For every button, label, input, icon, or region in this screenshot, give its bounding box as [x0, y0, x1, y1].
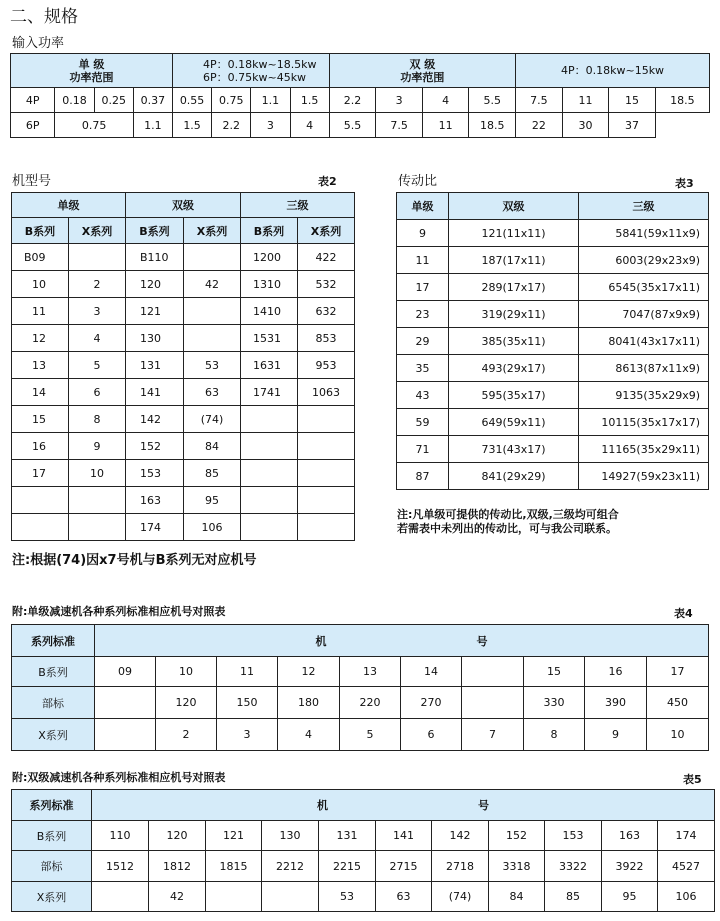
- power-cell: 4P: [11, 88, 55, 113]
- table-cell: 09: [95, 657, 156, 687]
- table4-machine-number-header: 机 号: [95, 625, 709, 657]
- ratio-col-header: 单级: [397, 193, 449, 220]
- models-group-triple: 三级: [241, 193, 355, 218]
- table-cell: 841(29x29): [449, 463, 579, 490]
- power-cell: 0.75: [55, 113, 133, 138]
- power-cell: 18.5: [469, 113, 516, 138]
- table-cell: 13: [12, 352, 69, 379]
- table-row: [12, 298, 355, 325]
- table-cell: 1512: [92, 851, 149, 882]
- table-cell: 10: [647, 719, 709, 751]
- models-note: 注:根据(74)因x7号机与B系列无对应机号: [12, 553, 257, 568]
- table-cell: 2: [69, 271, 126, 298]
- table-cell: 2715: [376, 851, 432, 882]
- table-cell: [298, 433, 355, 460]
- table4-row-label: X系列: [12, 719, 95, 751]
- table-cell: 59: [397, 409, 449, 436]
- table-cell: 4527: [658, 851, 715, 882]
- table-cell: 110: [92, 821, 149, 851]
- table-row: [12, 514, 355, 541]
- table-row: [12, 460, 355, 487]
- double-power-range-value: 4P：0.18kw~15kw: [516, 54, 710, 88]
- table-cell: 853: [298, 325, 355, 352]
- table-cell: 180: [278, 687, 340, 719]
- table-cell: 42: [184, 271, 241, 298]
- table-cell: 15: [524, 657, 585, 687]
- page-title: 二、规格: [10, 7, 78, 27]
- table-cell: [241, 514, 298, 541]
- table-cell: 3: [217, 719, 278, 751]
- power-cell: 11: [422, 113, 469, 138]
- table-cell: 8: [69, 406, 126, 433]
- models-col-header: B系列: [126, 218, 184, 244]
- table-row: [12, 882, 715, 912]
- table4-std-label: 系列标准: [12, 625, 95, 657]
- table-cell: 1812: [149, 851, 206, 882]
- power-cell: 1.5: [290, 88, 329, 113]
- table-cell: [184, 298, 241, 325]
- table-cell: 3: [69, 298, 126, 325]
- table-cell: [69, 244, 126, 271]
- ratio-table-number: 表3: [675, 177, 694, 190]
- table-cell: 13: [340, 657, 401, 687]
- table-cell: 450: [647, 687, 709, 719]
- table-cell: 141: [126, 379, 184, 406]
- table-cell: 152: [126, 433, 184, 460]
- table-cell: 595(35x17): [449, 382, 579, 409]
- table-cell: 14: [401, 657, 462, 687]
- table-cell: 121(11x11): [449, 220, 579, 247]
- ratio-col-header: 双级: [449, 193, 579, 220]
- table-cell: 14927(59x23x11): [579, 463, 709, 490]
- table-cell: [298, 487, 355, 514]
- table-cell: 7047(87x9x9): [579, 301, 709, 328]
- table-cell: 1310: [241, 271, 298, 298]
- ratio-note-2: 若需表中未列出的传动比，可与我公司联系。: [397, 522, 617, 535]
- table-cell: 5: [69, 352, 126, 379]
- table-cell: 2718: [432, 851, 489, 882]
- table-cell: 1741: [241, 379, 298, 406]
- table-cell: [462, 687, 524, 719]
- power-cell: 0.75: [212, 88, 251, 113]
- table5-row-label: 部标: [12, 851, 92, 882]
- table-cell: 29: [397, 328, 449, 355]
- table-cell: 106: [658, 882, 715, 912]
- table-cell: 9: [397, 220, 449, 247]
- table4: [11, 624, 709, 751]
- table-row: [397, 301, 709, 328]
- table-cell: 130: [126, 325, 184, 352]
- power-cell: 0.37: [133, 88, 172, 113]
- double-power-range-label: 双 级 功率范围: [329, 54, 515, 88]
- table-cell: [69, 487, 126, 514]
- table-cell: 632: [298, 298, 355, 325]
- table-cell: [462, 657, 524, 687]
- table4-row-label: B系列: [12, 657, 95, 687]
- power-cell: 18.5: [655, 88, 709, 113]
- table-row: [12, 657, 709, 687]
- table-cell: [262, 882, 319, 912]
- table-row: [12, 271, 355, 298]
- models-heading: 机型号: [12, 174, 52, 189]
- table-cell: 53: [319, 882, 376, 912]
- table-cell: 11: [12, 298, 69, 325]
- table-cell: 5841(59x11x9): [579, 220, 709, 247]
- table-row: [397, 220, 709, 247]
- table-cell: (74): [184, 406, 241, 433]
- table-row: [397, 436, 709, 463]
- table-cell: 270: [401, 687, 462, 719]
- power-cell: 1.5: [172, 113, 211, 138]
- table-cell: 87: [397, 463, 449, 490]
- table-cell: 95: [184, 487, 241, 514]
- models-col-header: B系列: [241, 218, 298, 244]
- table-row: [12, 433, 355, 460]
- table5-machine-number-header: 机 号: [92, 790, 715, 821]
- models-group-single: 单级: [12, 193, 126, 218]
- table-cell: 153: [126, 460, 184, 487]
- models-group-double: 双级: [126, 193, 241, 218]
- table4-caption: 附:单级减速机各种系列标准相应机号对照表: [12, 605, 226, 618]
- table-cell: 11: [397, 247, 449, 274]
- table-cell: 385(35x11): [449, 328, 579, 355]
- table-row: [12, 379, 355, 406]
- table-cell: 532: [298, 271, 355, 298]
- table-cell: 8: [524, 719, 585, 751]
- table-cell: 12: [278, 657, 340, 687]
- table-cell: 9135(35x29x9): [579, 382, 709, 409]
- table-cell: 5: [340, 719, 401, 751]
- power-cell: 3: [251, 113, 290, 138]
- models-col-header: B系列: [12, 218, 69, 244]
- table-cell: 85: [184, 460, 241, 487]
- power-cell: 5.5: [329, 113, 376, 138]
- table-cell: [241, 487, 298, 514]
- table-cell: 953: [298, 352, 355, 379]
- power-cell: 3: [376, 88, 423, 113]
- table-row: [397, 409, 709, 436]
- table-cell: [298, 406, 355, 433]
- power-cell: 6P: [11, 113, 55, 138]
- table-cell: 131: [126, 352, 184, 379]
- table-row: [12, 244, 355, 271]
- table-cell: 1063: [298, 379, 355, 406]
- table-cell: 493(29x17): [449, 355, 579, 382]
- table-cell: 11: [217, 657, 278, 687]
- table-row: [12, 406, 355, 433]
- table-cell: 17: [647, 657, 709, 687]
- table-cell: [92, 882, 149, 912]
- ratio-table: [396, 192, 709, 490]
- table-cell: 17: [397, 274, 449, 301]
- table-cell: 17: [12, 460, 69, 487]
- table-cell: [12, 514, 69, 541]
- table-cell: 163: [126, 487, 184, 514]
- power-cell: 7.5: [516, 88, 563, 113]
- table-cell: 35: [397, 355, 449, 382]
- table-cell: 2215: [319, 851, 376, 882]
- table-row: [397, 355, 709, 382]
- table-cell: 10: [12, 271, 69, 298]
- table-cell: 121: [126, 298, 184, 325]
- table-cell: [69, 514, 126, 541]
- models-col-header: X系列: [298, 218, 355, 244]
- table-cell: 15: [12, 406, 69, 433]
- ratio-note-1: 注:凡单级可提供的传动比,双级,三级均可组合: [397, 508, 619, 521]
- table-cell: 16: [585, 657, 647, 687]
- table-cell: 6003(29x23x9): [579, 247, 709, 274]
- table-cell: 6: [69, 379, 126, 406]
- table-cell: 422: [298, 244, 355, 271]
- table-cell: 121: [206, 821, 262, 851]
- models-table-number: 表2: [318, 175, 337, 188]
- table-cell: 1531: [241, 325, 298, 352]
- table-cell: [206, 882, 262, 912]
- ratio-heading: 传动比: [398, 174, 438, 189]
- table-row: [397, 274, 709, 301]
- table-cell: 174: [658, 821, 715, 851]
- table-cell: 1631: [241, 352, 298, 379]
- models-col-header: X系列: [184, 218, 241, 244]
- table-cell: 8041(43x17x11): [579, 328, 709, 355]
- table-cell: 6: [401, 719, 462, 751]
- table-cell: 14: [12, 379, 69, 406]
- power-row-6p: [11, 113, 710, 138]
- power-cell: 0.25: [94, 88, 133, 113]
- table-cell: 141: [376, 821, 432, 851]
- table-cell: 174: [126, 514, 184, 541]
- table5: [11, 789, 715, 912]
- table-cell: 84: [489, 882, 545, 912]
- power-cell: 5.5: [469, 88, 516, 113]
- table-cell: 142: [126, 406, 184, 433]
- table-cell: 120: [149, 821, 206, 851]
- table-row: [12, 719, 709, 751]
- table-cell: 649(59x11): [449, 409, 579, 436]
- table-row: [12, 352, 355, 379]
- table-cell: 84: [184, 433, 241, 460]
- table-cell: [95, 687, 156, 719]
- table-cell: 3922: [602, 851, 658, 882]
- table-cell: 4: [69, 325, 126, 352]
- table-cell: 3318: [489, 851, 545, 882]
- models-col-header: X系列: [69, 218, 126, 244]
- power-cell: 22: [516, 113, 563, 138]
- table-cell: 131: [319, 821, 376, 851]
- power-cell: 30: [562, 113, 609, 138]
- power-cell: 1.1: [251, 88, 290, 113]
- table-cell: 289(17x17): [449, 274, 579, 301]
- table-cell: 2212: [262, 851, 319, 882]
- table-cell: 63: [184, 379, 241, 406]
- table4-number: 表4: [674, 607, 693, 620]
- table-cell: [298, 460, 355, 487]
- table-cell: 330: [524, 687, 585, 719]
- table-cell: 53: [184, 352, 241, 379]
- table-row: [397, 463, 709, 490]
- table-cell: 120: [156, 687, 217, 719]
- table-cell: 130: [262, 821, 319, 851]
- table-cell: 42: [149, 882, 206, 912]
- power-heading: 输入功率: [12, 36, 65, 51]
- single-power-range-value: 4P：0.18kw~18.5kw 6P：0.75kw~45kw: [172, 54, 329, 88]
- table-cell: [184, 325, 241, 352]
- power-cell: 4: [290, 113, 329, 138]
- table-cell: 1815: [206, 851, 262, 882]
- table-cell: [12, 487, 69, 514]
- table5-row-label: B系列: [12, 821, 92, 851]
- table-cell: 16: [12, 433, 69, 460]
- table-cell: 220: [340, 687, 401, 719]
- table-cell: 12: [12, 325, 69, 352]
- table-row: [397, 328, 709, 355]
- table-cell: 1410: [241, 298, 298, 325]
- table-cell: 7: [462, 719, 524, 751]
- table5-row-label: X系列: [12, 882, 92, 912]
- table-cell: 43: [397, 382, 449, 409]
- table-cell: 163: [602, 821, 658, 851]
- table-cell: 319(29x11): [449, 301, 579, 328]
- table-cell: 8613(87x11x9): [579, 355, 709, 382]
- power-cell: 0.55: [172, 88, 211, 113]
- table5-number: 表5: [683, 773, 702, 786]
- table-cell: 4: [278, 719, 340, 751]
- table-row: [12, 821, 715, 851]
- power-table: [10, 53, 710, 138]
- table-cell: 187(17x11): [449, 247, 579, 274]
- table-cell: 152: [489, 821, 545, 851]
- table-cell: [95, 719, 156, 751]
- table-cell: 3322: [545, 851, 602, 882]
- table4-row-label: 部标: [12, 687, 95, 719]
- table-cell: 731(43x17): [449, 436, 579, 463]
- table-cell: 120: [126, 271, 184, 298]
- power-cell: 0.18: [55, 88, 94, 113]
- power-cell: 15: [609, 88, 656, 113]
- table-cell: 63: [376, 882, 432, 912]
- table-cell: 2: [156, 719, 217, 751]
- table-cell: 23: [397, 301, 449, 328]
- ratio-col-header: 三级: [579, 193, 709, 220]
- power-cell: 1.1: [133, 113, 172, 138]
- table-cell: 71: [397, 436, 449, 463]
- table-cell: 106: [184, 514, 241, 541]
- table-cell: 10: [156, 657, 217, 687]
- single-power-range-label: 单 级 功率范围: [11, 54, 173, 88]
- table-row: [397, 382, 709, 409]
- power-cell: 2.2: [329, 88, 376, 113]
- table-row: [397, 247, 709, 274]
- table-row: [12, 325, 355, 352]
- table-cell: 9: [585, 719, 647, 751]
- table-cell: [241, 406, 298, 433]
- table5-caption: 附:双级减速机各种系列标准相应机号对照表: [12, 771, 226, 784]
- table-cell: 150: [217, 687, 278, 719]
- table-cell: 6545(35x17x11): [579, 274, 709, 301]
- table5-std-label: 系列标准: [12, 790, 92, 821]
- table-row: [12, 487, 355, 514]
- table-cell: 142: [432, 821, 489, 851]
- table-cell: 11165(35x29x11): [579, 436, 709, 463]
- power-cell: 2.2: [212, 113, 251, 138]
- table-cell: [298, 514, 355, 541]
- power-cell: 37: [609, 113, 656, 138]
- table-row: [12, 687, 709, 719]
- table-cell: B110: [126, 244, 184, 271]
- power-cell: 4: [422, 88, 469, 113]
- table-cell: [184, 244, 241, 271]
- models-table: [11, 192, 355, 541]
- table-row: [12, 851, 715, 882]
- table-cell: 1200: [241, 244, 298, 271]
- table-cell: 153: [545, 821, 602, 851]
- table-cell: 10: [69, 460, 126, 487]
- table-cell: 9: [69, 433, 126, 460]
- table-cell: 95: [602, 882, 658, 912]
- power-cell: 7.5: [376, 113, 423, 138]
- table-cell: 85: [545, 882, 602, 912]
- table-cell: [241, 460, 298, 487]
- table-cell: (74): [432, 882, 489, 912]
- table-cell: [241, 433, 298, 460]
- power-row-4p: [11, 88, 710, 113]
- table-cell: 390: [585, 687, 647, 719]
- power-cell: 11: [562, 88, 609, 113]
- table-cell: 10115(35x17x17): [579, 409, 709, 436]
- table-cell: B09: [12, 244, 69, 271]
